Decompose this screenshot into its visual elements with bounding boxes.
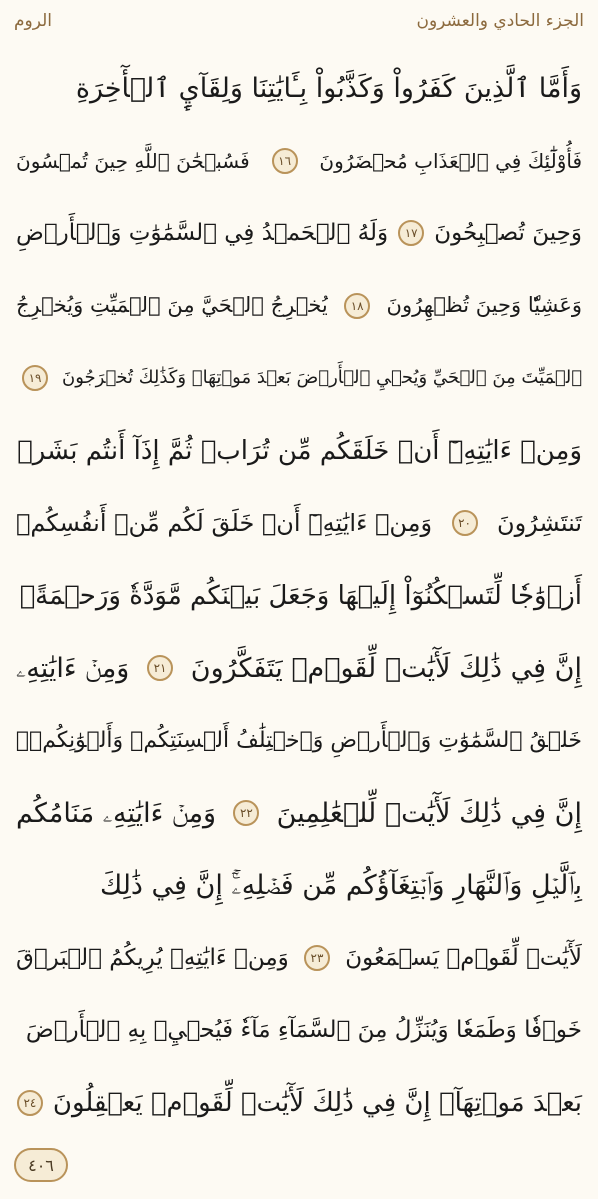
verse-text: وَمِنۡ ءَايَٰتِهِۦٓ أَنۡ خَلَقَكُم مِّن تُرَابٖ ثُمَّ إِذَآ أَنتُم بَشَرٞ	[17, 435, 582, 466]
verse-line-content	[16, 293, 582, 319]
verse-line	[16, 1067, 582, 1140]
ayah-number-marker: ٢٢	[233, 800, 259, 826]
verse-line-content	[16, 580, 582, 611]
verse-line-content	[16, 365, 582, 391]
verse-text: يُخۡرِجُ ٱلۡحَيَّ مِنَ ٱلۡمَيِّتِ وَيُخۡرِجُ	[16, 293, 328, 318]
verse-line	[16, 415, 582, 488]
verse-line	[16, 850, 582, 923]
verse-text: ٱلۡمَيِّتَ مِنَ ٱلۡحَيِّ وَيُحۡيِ ٱلۡأَرۡضَ بَعۡدَ مَوۡتِهَاۚ وَكَذَٰلِكَ تُخۡرَجُونَ	[61, 367, 582, 389]
ayah-number-marker: ١٧	[398, 220, 424, 246]
verse-line-content	[16, 1019, 582, 1042]
verse-line	[16, 777, 582, 850]
verse-line-content	[16, 1088, 582, 1119]
verse-lines	[16, 52, 582, 1140]
ayah-number-marker: ٢٠	[452, 510, 478, 536]
ayah-number-marker: ١٦	[272, 148, 298, 174]
ayah-number-marker: ١٩	[22, 365, 48, 391]
verse-line	[16, 270, 582, 343]
ayah-number-marker: ٢١	[147, 655, 173, 681]
verse-line	[16, 52, 582, 125]
ayah-number-marker: ٢٤	[17, 1090, 43, 1116]
verse-line-content	[16, 652, 582, 684]
verse-text: أَزۡوَٰجٗا لِّتَسۡكُنُوٓاْ إِلَيۡهَا وَجَعَلَ بَيۡنَكُم مَّوَدَّةٗ وَرَحۡمَةًۚ	[19, 580, 582, 611]
verse-line-content	[16, 797, 582, 829]
page-number: ٤٠٦	[28, 1155, 54, 1175]
verse-text: فَسُبۡحَٰنَ ٱللَّهِ حِينَ تُمۡسُونَ	[16, 148, 250, 173]
verse-text: وَمِنۡ ءَايَٰتِهِۦ مَنَامُكُم	[16, 797, 217, 829]
verse-text: بِٱلَّيۡلِ وَٱلنَّهَارِ وَٱبۡتِغَآؤُكُم مِّن فَضۡلِهِۦٓۚ إِنَّ فِي ذَٰلِكَ	[99, 870, 582, 902]
verse-text: وَحِينَ تُصۡبِحُونَ	[434, 219, 582, 246]
verse-line-content	[15, 727, 582, 753]
verse-line-content	[16, 510, 582, 536]
verse-line	[16, 342, 582, 415]
ayah-number-marker: ٢٣	[304, 945, 330, 971]
verse-line-content	[16, 148, 582, 174]
verse-text: وَلَهُ ٱلۡحَمۡدُ فِي ٱلسَّمَٰوَٰتِ وَٱلۡأَرۡضِ	[16, 219, 389, 246]
juz-name: الجزء الحادي والعشرون	[416, 11, 584, 31]
verse-line	[16, 560, 582, 633]
verse-line	[16, 995, 582, 1068]
verse-line-content	[16, 435, 582, 466]
verse-line	[16, 487, 582, 560]
verse-text: تَنتَشِرُونَ	[496, 509, 582, 538]
verse-text: وَعَشِيّٗا وَحِينَ تُظۡهِرُونَ	[386, 293, 582, 318]
page-number-badge	[14, 1148, 68, 1182]
verse-line	[16, 632, 582, 705]
verse-text: وَأَمَّا ٱلَّذِينَ كَفَرُواْ وَكَذَّبُواْ بِـَٔايَٰتِنَا وَلِقَآيِٕ ٱلۡأٓخِرَةِ	[75, 72, 582, 104]
verse-text: وَمِنۡ ءَايَٰتِهِۦٓ أَنۡ خَلَقَ لَكُم مِّنۡ أَنفُسِكُمۡ	[16, 509, 433, 538]
verse-text: فَأُوْلَٰٓئِكَ فِي ٱلۡعَذَابِ مُحۡضَرُونَ	[319, 148, 582, 173]
verse-line-content	[16, 72, 582, 104]
page-header	[14, 6, 584, 36]
verse-line	[16, 922, 582, 995]
verse-line-content	[16, 870, 582, 902]
ayah-number-marker: ١٨	[344, 293, 370, 319]
verse-line-content	[16, 220, 582, 246]
verse-line	[16, 197, 582, 270]
verse-line	[16, 705, 582, 778]
verse-text: لَأٓيَٰتٖ لِّقَوۡمٖ يَسۡمَعُونَ	[345, 944, 582, 971]
verse-text: بَعۡدَ مَوۡتِهَآۚ إِنَّ فِي ذَٰلِكَ لَأٓيَٰتٖ لِّقَوۡمٖ يَعۡقِلُونَ	[52, 1088, 582, 1119]
verse-text: إِنَّ فِي ذَٰلِكَ لَأٓيَٰتٖ لِّقَوۡمٖ يَتَفَكَّرُونَ	[190, 652, 582, 684]
verse-text: خَوۡفٗا وَطَمَعٗا وَيُنَزِّلُ مِنَ ٱلسَّمَآءِ مَآءٗ فَيُحۡيِۦ بِهِ ٱلۡأَرۡضَ	[25, 1017, 582, 1044]
verse-line	[16, 125, 582, 198]
verse-line-content	[16, 945, 582, 971]
surah-name: الروم	[14, 11, 53, 31]
verse-text: وَمِنۡ ءَايَٰتِهِۦ	[16, 652, 130, 684]
verse-text: إِنَّ فِي ذَٰلِكَ لَأٓيَٰتٖ لِّلۡعَٰلِمِينَ	[276, 797, 582, 829]
verse-text: وَمِنۡ ءَايَٰتِهِۦ يُرِيكُمُ ٱلۡبَرۡقَ	[16, 944, 289, 971]
verse-text: خَلۡقُ ٱلسَّمَٰوَٰتِ وَٱلۡأَرۡضِ وَٱخۡتِلَٰفُ أَلۡسِنَتِكُمۡ وَأَلۡوَٰنِكُمۡۚ	[15, 727, 582, 753]
